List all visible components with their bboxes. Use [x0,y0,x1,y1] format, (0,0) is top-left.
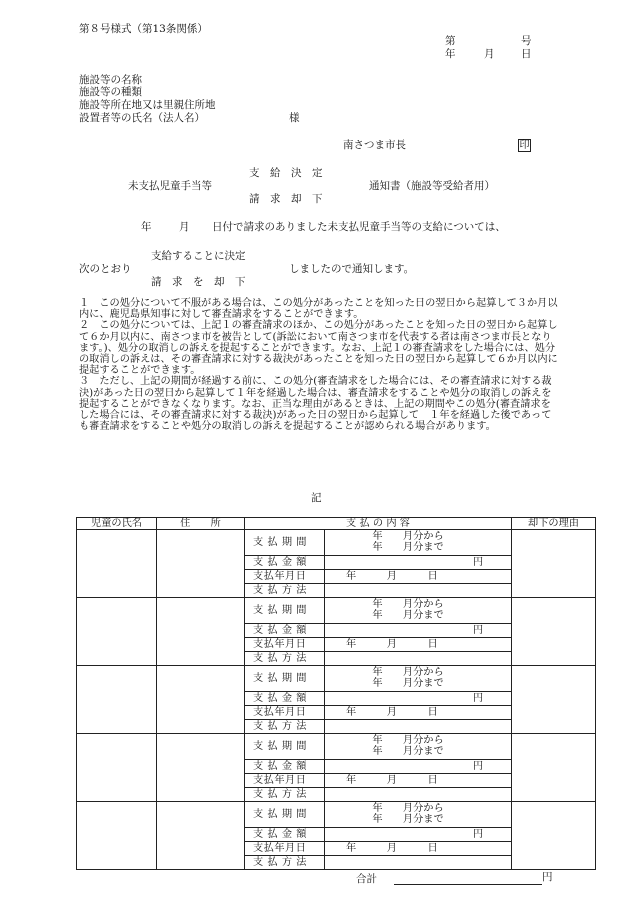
period-value[interactable] [325,802,512,828]
amount-label: 支 払 金 額 [245,827,325,841]
method-value[interactable] [325,787,512,801]
date-format: 年 月 日 [346,706,438,718]
child-name-cell[interactable] [77,802,157,870]
title-option-reject: 請 求 却 下 [249,193,323,205]
founder-name-label: 設置者等の氏名（法人名） [79,112,205,124]
body-year: 年 [141,221,152,233]
period-to: 年 月分まで [372,610,444,622]
period-from: 年 月分から [372,735,444,747]
address-cell[interactable] [157,734,245,802]
body-option-payment: 支給することに決定 [151,250,246,262]
period-label: 支 払 期 間 [245,598,325,624]
child-name-cell[interactable] [77,734,157,802]
facility-type-label: 施設等の種類 [79,86,142,98]
issuer-name: 南さつま市長 [343,139,406,151]
note-item: ３ ただし、上記の期間が経過する前に、この処分(審査請求をした場合には、その審査請求に対する裁決)があった日の翌日から起算して１年を経過した場合は、審査請求をすることや処分の取消しの訴えを提起することができなくなります。なお、正当な理由があるときは、上記の期間やこの処分(審査請求をした場合には、その審査請求に対する裁決)があった日の翌日から起算して １年を経過した後であっても審査請求をすることや処分の取消しの訴えを提起することが認められる場合があります。 [79,376,552,433]
amount-label: 支 払 金 額 [245,759,325,773]
title-prefix: 未支払児童手当等 [128,180,212,192]
date-value[interactable] [325,841,512,855]
reject-reason-cell[interactable] [512,598,596,666]
date-label: 支払年月日 [245,705,325,719]
payment-table [76,517,596,870]
amount-value[interactable] [325,555,512,569]
honorific: 様 [289,112,300,124]
period-to: 年 月分まで [372,746,444,758]
note-item: １ この処分について不服がある場合は、この処分があったことを知った日の翌日から起算して３か月以内に、鹿児島県知事に対して審査請求をすることができます。 [79,298,558,321]
period-label: 支 払 期 間 [245,530,325,556]
doc-number-dai: 第 [445,35,456,47]
method-value[interactable] [325,651,512,665]
form-number: 第８号様式（第13条関係） [79,23,208,35]
note-item: ２ この処分については、上記１の審査請求のほか、この処分があったことを知った日の翌日から起算して６か月以内に、南さつま市を被告として(訴訟において南さつま市を代表する者は南さつま市長となります。)、処分の取消しの訴えを提起することができます。なお、上記１の審査請求をした場合には、処分の取消しの訴えは、その審査請求に対する裁決があったことを知った日の翌日から起算して６か月以内に提起することができます。 [79,320,558,377]
method-value[interactable] [325,583,512,597]
child-name-cell[interactable] [77,598,157,666]
period-to: 年 月分まで [372,678,444,690]
date-label: 支払年月日 [245,773,325,787]
period-label: 支 払 期 間 [245,802,325,828]
amount-value[interactable] [325,623,512,637]
total-input-line[interactable] [394,884,542,885]
period-value[interactable] [325,598,512,624]
doc-date-day: 日 [521,48,532,60]
reject-reason-cell[interactable] [512,666,596,734]
doc-date-year: 年 [445,48,456,60]
period-to: 年 月分まで [372,542,444,554]
method-label: 支 払 方 法 [245,651,325,665]
date-format: 年 月 日 [346,570,438,582]
amount-value[interactable] [325,827,512,841]
amount-label: 支 払 金 額 [245,691,325,705]
facility-name-label: 施設等の名称 [79,74,142,86]
date-value[interactable] [325,705,512,719]
date-label: 支払年月日 [245,841,325,855]
date-format: 年 月 日 [346,842,438,854]
title-option-payment: 支 給 決 定 [249,167,323,179]
period-value[interactable] [325,666,512,692]
amount-value[interactable] [325,691,512,705]
total-label: 合計 [356,873,377,885]
reject-reason-cell[interactable] [512,734,596,802]
address-cell[interactable] [157,530,245,598]
method-label: 支 払 方 法 [245,583,325,597]
date-value[interactable] [325,569,512,583]
reject-reason-cell[interactable] [512,802,596,870]
period-from: 年 月分から [372,667,444,679]
seal-stamp: 印 [519,140,530,151]
body-month: 月 [179,221,190,233]
period-from: 年 月分から [372,803,444,815]
period-from: 年 月分から [372,599,444,611]
date-value[interactable] [325,637,512,651]
method-label: 支 払 方 法 [245,855,325,869]
method-label: 支 払 方 法 [245,787,325,801]
date-format: 年 月 日 [346,774,438,786]
date-label: 支払年月日 [245,569,325,583]
period-label: 支 払 期 間 [245,734,325,760]
body-option-reject: 請 求 を 却 下 [151,276,246,288]
period-from: 年 月分から [372,531,444,543]
reject-reason-cell[interactable] [512,530,596,598]
title-suffix: 通知書（施設等受給者用） [369,180,495,192]
period-value[interactable] [325,734,512,760]
body-line1: 日付で請求のありました未支払児童手当等の支給については、 [212,221,506,233]
body-suffix: しましたので通知します。 [289,263,415,275]
header-child-name: 児童の氏名 [77,518,157,530]
method-value[interactable] [325,719,512,733]
amount-value[interactable] [325,759,512,773]
date-value[interactable] [325,773,512,787]
method-label: 支 払 方 法 [245,719,325,733]
period-to: 年 月分まで [372,814,444,826]
date-label: 支払年月日 [245,637,325,651]
ki-heading: 記 [311,492,322,504]
header-reject-reason: 却下の理由 [512,518,596,530]
address-cell[interactable] [157,802,245,870]
amount-label: 支 払 金 額 [245,623,325,637]
period-label: 支 払 期 間 [245,666,325,692]
address-cell[interactable] [157,666,245,734]
body-prefix: 次のとおり [79,263,132,275]
method-value[interactable] [325,855,512,869]
header-address: 住 所 [157,518,245,530]
facility-address-label: 施設等所在地又は里親住所地 [79,99,216,111]
address-cell[interactable] [157,598,245,666]
amount-label: 支 払 金 額 [245,555,325,569]
doc-date-month: 月 [484,48,495,60]
yen-unit: 円 [472,556,483,568]
yen-unit: 円 [472,624,483,636]
child-name-cell[interactable] [77,666,157,734]
child-name-cell[interactable] [77,530,157,598]
table-body [77,530,596,870]
total-yen: 円 [542,871,553,883]
yen-unit: 円 [472,828,483,840]
notes-section [79,298,559,432]
doc-number-go: 号 [521,35,532,47]
header-payment-content: 支 払 の 内 容 [245,518,512,530]
yen-unit: 円 [472,692,483,704]
period-value[interactable] [325,530,512,556]
date-format: 年 月 日 [346,638,438,650]
yen-unit: 円 [472,760,483,772]
